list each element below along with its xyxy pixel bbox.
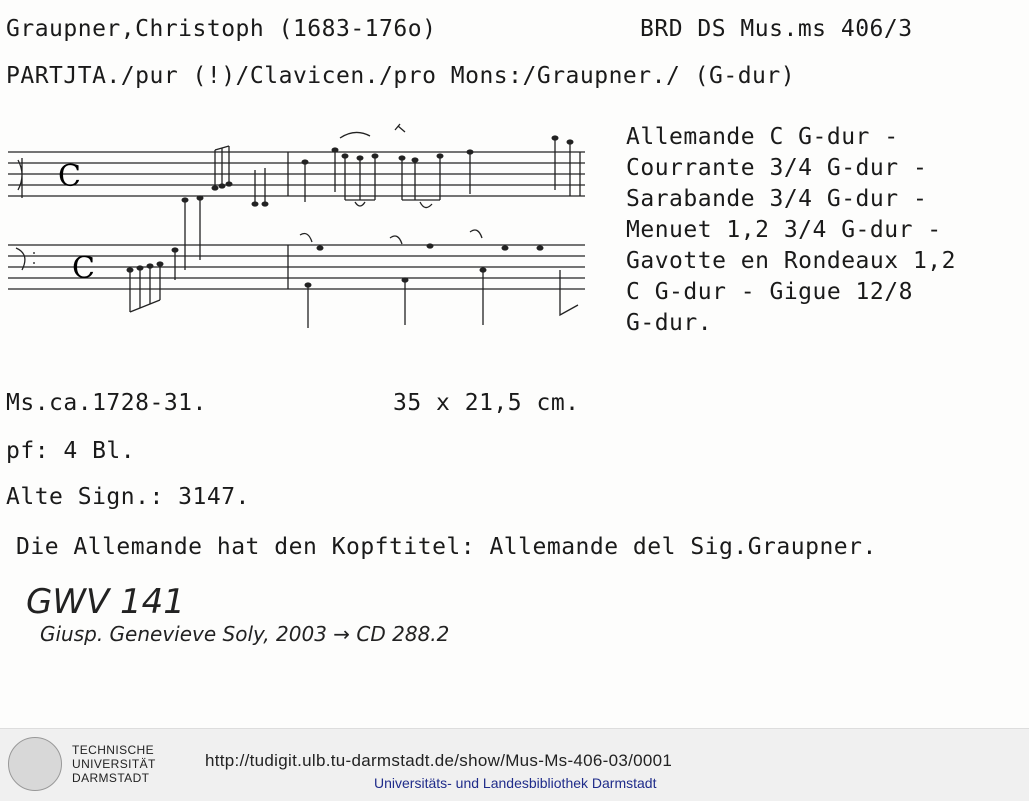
time-signature-treble: C [58,159,81,194]
manuscript-date: Ms.ca.1728-31. [6,390,207,416]
handwritten-catalog-number: GWV 141 [26,582,185,622]
movement-item: C G-dur - Gigue 12/8 [626,279,913,305]
handwritten-recording-note: Giusp. Genevieve Soly, 2003 → CD 288.2 [40,622,450,646]
movement-item: G-dur. [626,310,713,336]
shelfmark: BRD DS Mus.ms 406/3 [640,16,913,42]
movement-item: Gavotte en Rondeaux 1,2 [626,248,956,274]
institution-name: TECHNISCHE UNIVERSITÄT DARMSTADT [72,743,156,785]
dimensions: 35 x 21,5 cm. [393,390,580,416]
note-line: Die Allemande hat den Kopftitel: Allemande del Sig.Graupner. [16,534,877,560]
tu-darmstadt-logo [8,737,188,793]
title-line: PARTJTA./pur (!)/Clavicen./pro Mons:/Graupner./ (G-dur) [6,63,796,89]
music-incipit [0,120,600,330]
composer-line: Graupner,Christoph (1683-176o) [6,16,437,42]
seal-icon [8,737,62,791]
page-count: pf: 4 Bl. [6,438,136,464]
movement-item: Courrante 3/4 G-dur - [626,155,928,181]
old-signature: Alte Sign.: 3147. [6,484,250,510]
movement-item: Menuet 1,2 3/4 G-dur - [626,217,942,243]
document-url[interactable]: http://tudigit.ulb.tu-darmstadt.de/show/Mus-Ms-406-03/0001 [205,751,673,770]
movement-item: Sarabande 3/4 G-dur - [626,186,928,212]
time-signature-bass: C [72,251,95,286]
movement-item: Allemande C G-dur - [626,124,899,150]
library-name: Universitäts- und Landesbibliothek Darmstadt [374,775,657,791]
footer-bar [0,728,1029,801]
